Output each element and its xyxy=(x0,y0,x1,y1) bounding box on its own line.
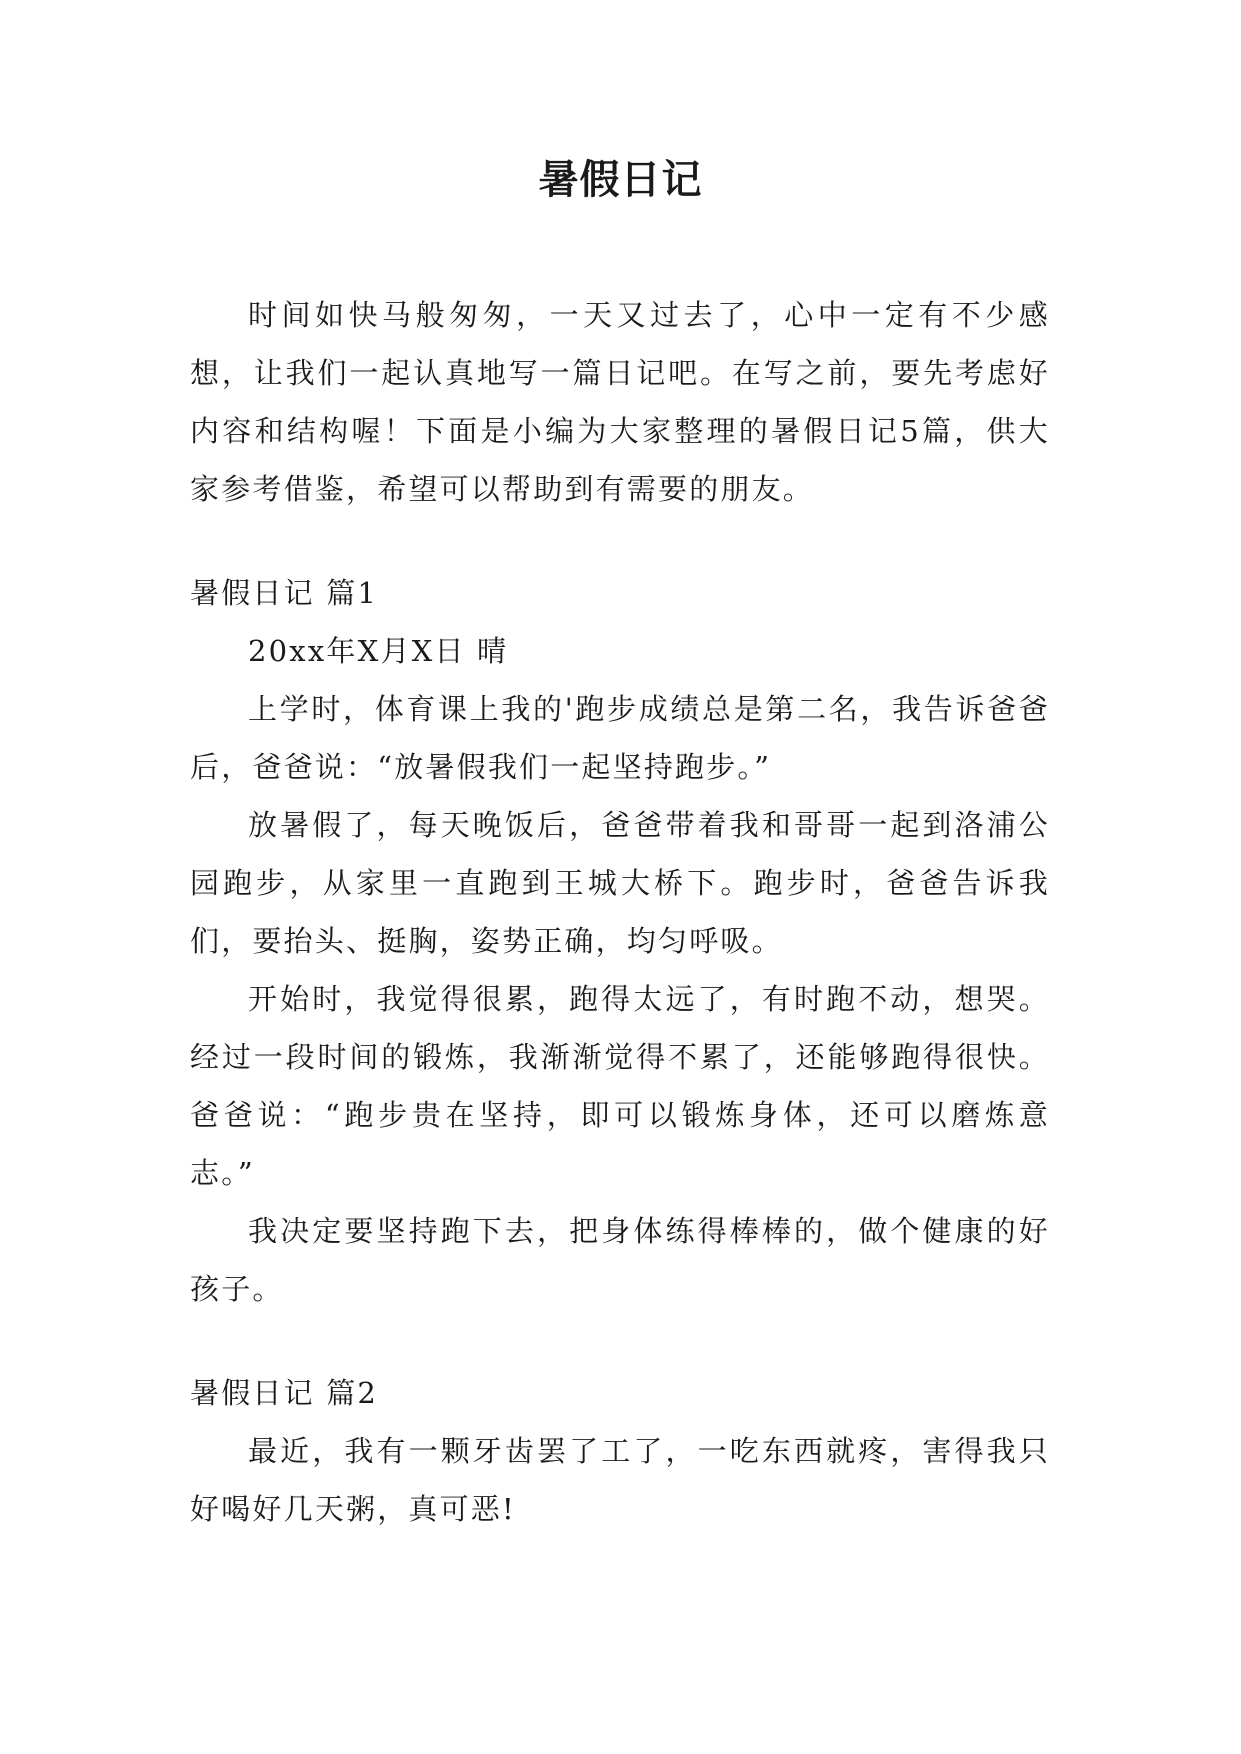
page-title: 暑假日记 xyxy=(538,157,703,203)
section-gap xyxy=(190,518,1050,564)
document-body xyxy=(190,286,1050,1538)
entry-paragraph: 我决定要坚持跑下去，把身体练得棒棒的，做个健康的好孩子。 xyxy=(190,1214,1050,1306)
entry-date: 20xx年X月X日 晴 xyxy=(248,634,509,668)
entry-paragraph: 开始时，我觉得很累，跑得太远了，有时跑不动，想哭。经过一段时间的锻炼，我渐渐觉得不累了，还能够跑得很快。爸爸说：“跑步贵在坚持，即可以锻炼身体，还可以磨炼意志。” xyxy=(190,982,1050,1190)
entry-paragraph: 最近，我有一颗牙齿罢了工了，一吃东西就疼，害得我只好喝好几天粥，真可恶! xyxy=(190,1434,1050,1526)
intro-paragraph: 时间如快马般匆匆，一天又过去了，心中一定有不少感想，让我们一起认真地写一篇日记吧。在写之前，要先考虑好内容和结构喔！下面是小编为大家整理的暑假日记5篇，供大家参考借鉴，希望可以帮助到有需要的朋友。 xyxy=(190,298,1050,506)
section-gap xyxy=(190,1318,1050,1364)
entry-heading: 暑假日记 篇1 xyxy=(190,576,379,610)
entry-heading: 暑假日记 篇2 xyxy=(190,1376,379,1410)
entry-paragraph: 放暑假了，每天晚饭后，爸爸带着我和哥哥一起到洛浦公园跑步，从家里一直跑到王城大桥下。跑步时，爸爸告诉我们，要抬头、挺胸，姿势正确，均匀呼吸。 xyxy=(190,808,1050,958)
entry-paragraph: 上学时，体育课上我的'跑步成绩总是第二名，我告诉爸爸后，爸爸说：“放暑假我们一起坚持跑步。” xyxy=(190,692,1050,784)
